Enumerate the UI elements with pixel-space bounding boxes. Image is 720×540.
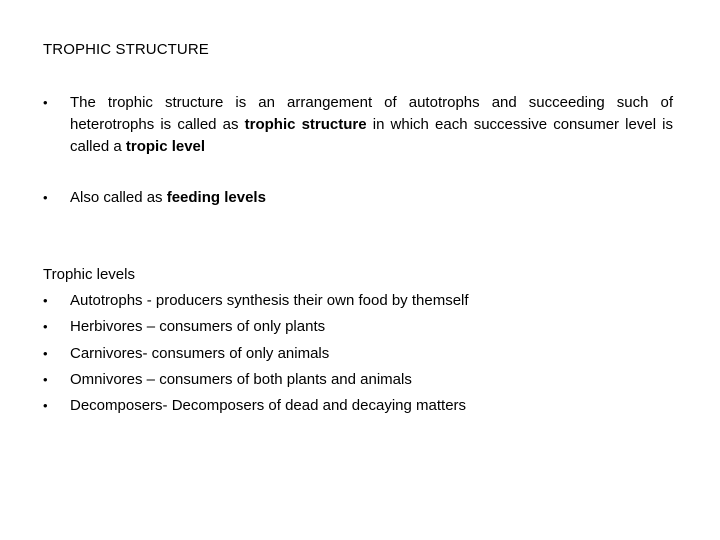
bullet-icon: • <box>43 293 48 308</box>
bullet-icon: • <box>43 319 48 335</box>
bold-term: tropic level <box>125 138 206 155</box>
list-item <box>43 395 673 421</box>
text-run: The trophic structure is an arrangement of autotrophs and succeeding such of heterotrophs is called as <box>70 94 673 133</box>
bold-term: trophic structure <box>244 116 367 133</box>
list-item-text: Omnivores – consumers of both plants and animals <box>70 370 412 388</box>
text-run: in which each successive consumer level is called a <box>70 116 673 155</box>
bullet-text <box>70 187 673 209</box>
page-title: TROPHIC STRUCTURE <box>43 41 209 58</box>
bold-term: feeding levels <box>166 189 266 206</box>
list-item-text: Carnivores- consumers of only animals <box>70 344 330 362</box>
list-item-text: Decomposers- Decomposers of dead and decaying matters <box>70 397 467 415</box>
bullet-text <box>70 92 673 158</box>
list-item <box>43 343 673 369</box>
trophic-levels-list <box>43 290 673 421</box>
list-item <box>43 316 673 342</box>
bullet-icon: • <box>43 398 48 414</box>
bullet-row <box>43 187 673 209</box>
definition-bullet <box>43 92 673 158</box>
bullet-icon: • <box>43 190 48 205</box>
list-item <box>43 369 673 395</box>
list-item <box>43 290 673 316</box>
text-run: Also called as <box>70 189 167 206</box>
section-title: Trophic levels <box>43 266 135 283</box>
list-item-text: Autotrophs - producers synthesis their own food by themself <box>70 292 469 309</box>
bullet-icon: • <box>43 345 48 361</box>
alias-bullet <box>43 187 673 209</box>
bullet-icon: • <box>43 371 48 387</box>
bullet-icon: • <box>43 95 48 110</box>
bullet-row <box>43 92 673 158</box>
list-item-text: Herbivores – consumers of only plants <box>70 318 326 336</box>
